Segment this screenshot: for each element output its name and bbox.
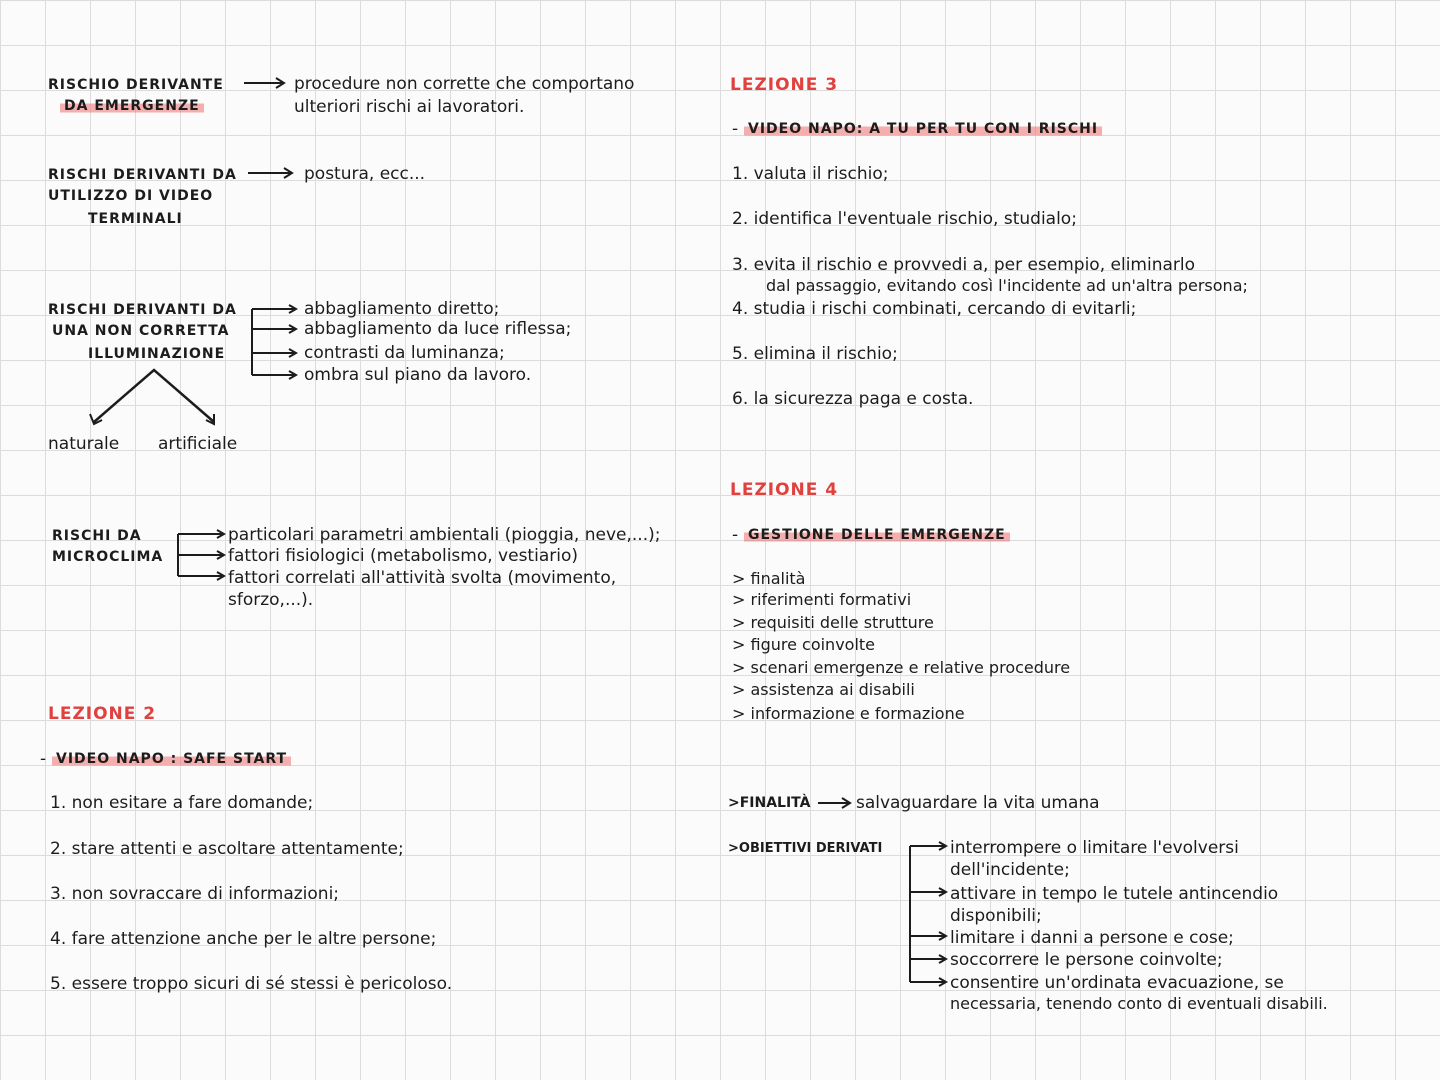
lesson4-item: > riferimenti formativi	[732, 590, 912, 609]
obiettivi-item-continuation: necessaria, tenendo conto di eventuali disabili.	[950, 994, 1328, 1013]
microclimate-item: fattori fisiologici (metabolismo, vestiario)	[228, 546, 578, 566]
lesson4-item: > scenari emergenze e relative procedure	[732, 658, 1071, 677]
lighting-item: abbagliamento da luce riflessa;	[304, 319, 572, 339]
lesson4-topic: GESTIONE DELLE EMERGENZE	[744, 524, 1010, 546]
lesson3-item: 3. evita il rischio e provvedi a, per esempio, eliminarlo	[732, 255, 1196, 275]
lesson4-dash: -	[732, 525, 739, 545]
obiettivi-item: limitare i danni a persone e cose;	[950, 928, 1234, 948]
arrow-right-icon	[248, 166, 298, 180]
risk-emergency-label-line2: DA EMERGENZE	[60, 95, 204, 117]
lesson4-item: > informazione e formazione	[732, 704, 965, 723]
microclimate-item: particolari parametri ambientali (pioggia, neve,...);	[228, 525, 661, 545]
lesson3-title: LEZIONE 3	[730, 75, 839, 95]
lighting-natural: naturale	[48, 434, 120, 454]
lesson2-item: 3. non sovraccare di informazioni;	[50, 884, 340, 904]
lesson3-item-continuation: dal passaggio, evitando così l'incidente ad un'altra persona;	[766, 276, 1248, 295]
branch-bracket-icon	[906, 842, 952, 988]
lesson3-item: 1. valuta il rischio;	[732, 164, 889, 184]
risk-vdt-text: postura, ecc...	[304, 164, 426, 184]
lesson2-video-title: VIDEO NAPO : SAFE START	[52, 748, 291, 770]
risk-emergency-text-line1: procedure non corrette che comportano	[294, 74, 635, 94]
microclimate-item-continuation: sforzo,...).	[228, 590, 314, 610]
risk-vdt-label-line1: RISCHI DERIVANTI DA	[48, 167, 237, 183]
branch-bracket-icon	[176, 530, 230, 582]
obiettivi-item-continuation: disponibili;	[950, 906, 1042, 926]
lesson3-dash: -	[732, 119, 739, 139]
split-arrows-icon	[88, 368, 218, 428]
lesson3-item: 2. identifica l'eventuale rischio, studialo;	[732, 209, 1077, 229]
lesson2-item: 4. fare attenzione anche per le altre persone;	[50, 929, 437, 949]
lesson2-title: LEZIONE 2	[48, 704, 157, 724]
arrow-right-icon	[244, 76, 288, 90]
risk-vdt-label-line3: TERMINALI	[88, 211, 183, 227]
lesson3-item: 5. elimina il rischio;	[732, 344, 898, 364]
obiettivi-item: consentire un'ordinata evacuazione, se	[950, 973, 1284, 993]
risk-microclimate-label-line2: MICROCLIMA	[52, 549, 164, 565]
risk-lighting-label-line1: RISCHI DERIVANTI DA	[48, 302, 237, 318]
lighting-artificial: artificiale	[158, 434, 238, 454]
lighting-item: abbagliamento diretto;	[304, 299, 500, 319]
risk-emergency-label-line1: RISCHIO DERIVANTE	[48, 77, 224, 93]
lesson4-item: > finalità	[732, 569, 806, 588]
lesson4-title: LEZIONE 4	[730, 480, 839, 500]
obiettivi-item: interrompere o limitare l'evolversi	[950, 838, 1239, 858]
obiettivi-item: attivare in tempo le tutele antincendio	[950, 884, 1279, 904]
lesson4-item: > figure coinvolte	[732, 635, 876, 654]
lesson2-item: 1. non esitare a fare domande;	[50, 793, 314, 813]
lighting-item: ombra sul piano da lavoro.	[304, 365, 532, 385]
arrow-right-icon	[818, 796, 854, 810]
lesson2-item: 5. essere troppo sicuri di sé stessi è pericoloso.	[50, 974, 453, 994]
risk-microclimate-label-line1: RISCHI DA	[52, 528, 142, 544]
risk-lighting-label-line2: UNA NON CORRETTA	[52, 323, 230, 339]
lesson2-item: 2. stare attenti e ascoltare attentamente;	[50, 839, 404, 859]
obiettivi-item-continuation: dell'incidente;	[950, 860, 1070, 880]
lesson4-item: > requisiti delle strutture	[732, 613, 934, 632]
lesson3-item: 6. la sicurezza paga e costa.	[732, 389, 974, 409]
risk-vdt-label-line2: UTILIZZO DI VIDEO	[48, 188, 214, 204]
obiettivi-item: soccorrere le persone coinvolte;	[950, 950, 1223, 970]
finalita-label: >FINALITÀ	[728, 795, 811, 811]
lesson4-item: > assistenza ai disabili	[732, 680, 915, 699]
branch-bracket-icon	[250, 305, 302, 383]
microclimate-item: fattori correlati all'attività svolta (movimento,	[228, 568, 617, 588]
lesson3-item: 4. studia i rischi combinati, cercando di evitarli;	[732, 299, 1137, 319]
lesson3-video-title: VIDEO NAPO: A TU PER TU CON I RISCHI	[744, 118, 1102, 140]
lighting-item: contrasti da luminanza;	[304, 343, 505, 363]
risk-emergency-text-line2: ulteriori rischi ai lavoratori.	[294, 97, 525, 117]
finalita-text: salvaguardare la vita umana	[856, 793, 1100, 813]
risk-lighting-label-line3: ILLUMINAZIONE	[88, 346, 226, 362]
lesson2-dash: -	[40, 749, 47, 769]
obiettivi-label: >OBIETTIVI DERIVATI	[728, 841, 883, 856]
